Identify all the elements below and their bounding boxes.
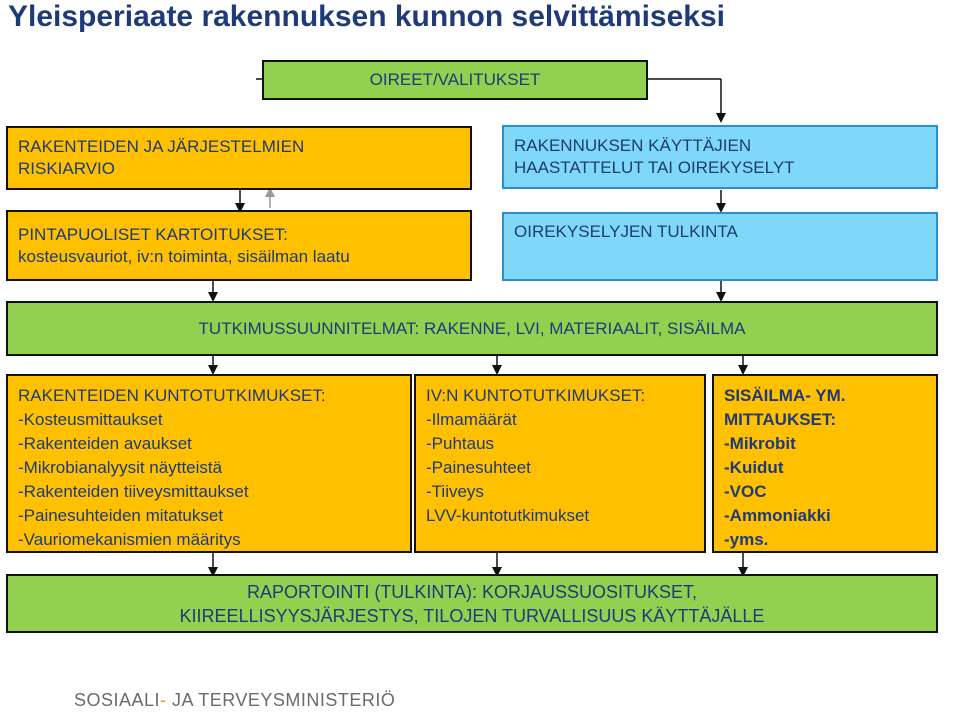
list-item: -Kuidut (724, 458, 784, 477)
box-sisailma-mittaukset (712, 374, 938, 553)
list-item: -Painesuhteet (426, 458, 531, 477)
box-riskiarvio-line1: RAKENTEIDEN JA JÄRJESTELMIEN (18, 137, 305, 156)
list-item: -Tiiveys (426, 482, 484, 501)
list-item: -Rakenteiden tiiveysmittaukset (18, 482, 249, 501)
list-item: -Kosteusmittaukset (18, 410, 163, 429)
box-haastattelut-line1: RAKENNUKSEN KÄYTTÄJIEN (514, 136, 752, 155)
list-item: -Rakenteiden avaukset (18, 434, 192, 453)
footer-part2: JA TERVEYSMINISTERIÖ (166, 690, 396, 710)
box-kartoitukset (6, 210, 472, 281)
iv-heading: IV:N KUNTOTUTKIMUKSET: (426, 386, 646, 405)
box-rakenteiden-kuntotutkimukset (6, 374, 412, 553)
box-tulkinta-label: OIREKYSELYJEN TULKINTA (514, 221, 738, 241)
box-tutkimussuunnitelmat (6, 301, 938, 356)
box-raportointi-line2: KIIREELLISYYSJÄRJESTYS, TILOJEN TURVALLISUUS KÄYTTÄJÄLLE (179, 605, 765, 626)
box-oireet-valitukset (262, 60, 648, 100)
list-item: -Puhtaus (426, 434, 495, 453)
box-haastattelut-line2: HAASTATTELUT TAI OIREKYSELYT (514, 158, 795, 177)
footer-dash: - (160, 690, 167, 710)
rakenne-heading: RAKENTEIDEN KUNTOTUTKIMUKSET: (18, 386, 326, 405)
box-raportointi-line1: RAPORTOINTI (TULKINTA): KORJAUSSUOSITUKSET, (246, 581, 698, 602)
box-tutkimussuunnitelmat-label: TUTKIMUSSUUNNITELMAT: RAKENNE, LVI, MATERIAALIT, SISÄILMA (198, 318, 746, 338)
box-tulkinta (502, 212, 938, 281)
list-item: -Vauriomekanismien määritys (18, 530, 241, 549)
box-raportointi (6, 574, 938, 633)
footer-part1: SOSIAALI (74, 690, 161, 710)
box-riskiarvio-line2: RISKIARVIO (18, 159, 115, 178)
box-oireet-label: OIREET/VALITUKSET (369, 70, 541, 89)
box-iv-kuntotutkimukset (414, 374, 706, 553)
box-kartoitukset-line1: PINTAPUOLISET KARTOITUKSET: (18, 224, 288, 244)
list-item: -Ammoniakki (724, 506, 831, 525)
box-kartoitukset-line2: kosteusvauriot, iv:n toiminta, sisäilman laatu (18, 246, 350, 266)
list-item: -Painesuhteiden mitatukset (18, 506, 224, 525)
box-haastattelut (502, 125, 938, 189)
list-item: -Mikrobit (724, 434, 796, 453)
list-item: -yms. (724, 530, 769, 549)
list-item: -Ilmamäärät (426, 410, 517, 429)
sisailma-heading-line1: SISÄILMA- YM. (724, 386, 846, 405)
page-title: Yleisperiaate rakennuksen kunnon selvittämiseksi (8, 0, 725, 33)
ministry-logo-text (74, 690, 395, 711)
list-item: LVV-kuntotutkimukset (426, 506, 590, 525)
list-item: -Mikrobianalyysit näytteistä (18, 458, 223, 477)
list-item: -VOC (724, 482, 767, 501)
sisailma-heading-line2: MITTAUKSET: (724, 410, 837, 429)
box-riskiarvio (6, 126, 472, 190)
